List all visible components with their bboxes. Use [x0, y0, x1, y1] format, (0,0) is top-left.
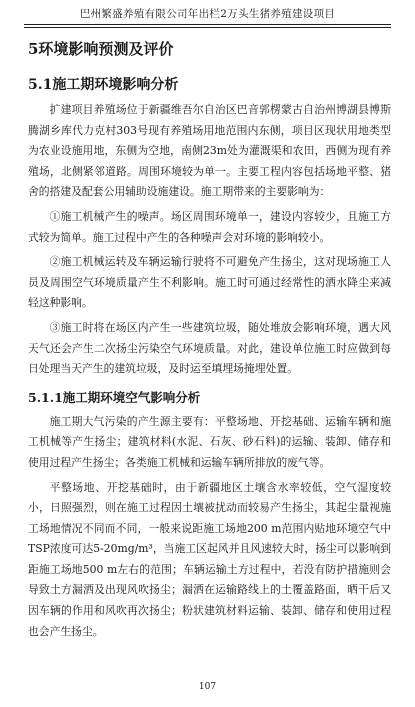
header-rule-thick — [24, 24, 391, 25]
section-heading: 5.1施工期环境影响分析 — [28, 77, 179, 93]
running-header: 巴州繁盛养殖有限公司年出栏2万头生猪养殖建设项目 — [79, 8, 336, 20]
body-paragraph: 扩建项目养殖场位于新疆维吾尔自治区巴音郭楞蒙古自治州博湖县博斯腾湖乡库代力克村303号现有养殖场用地范围内东侧，项目区现状用地类型为农业设施用地，东侧为空地，南侧23m处为灌溉渠和农田，西侧为现有养殖场，北侧紧邻道路。周围环境较为单一。主要工程内容包括场地平整、猪舍的搭建及配套公用辅助设施建设。施工期带来的主要影响为： — [28, 103, 391, 199]
body-paragraph: 施工期大气污染的产生源主要有：平整场地、开挖基础、运输车辆和施工机械等产生扬尘；建筑材料(水泥、石灰、砂石料)的运输、装卸、储存和使用过程产生扬尘；各类施工机械和运输车辆所排放的废气等。 — [28, 414, 391, 469]
header-rule-thin — [24, 27, 391, 28]
page-content — [28, 40, 391, 642]
body-paragraph: ②施工机械运转及车辆运输行驶将不可避免产生扬尘，这对现场施工人员及周围空气环境质量产生不利影响。施工时可通过经常性的洒水降尘来减轻这种影响。 — [28, 255, 391, 310]
subsection-heading: 5.1.1施工期环境空气影响分析 — [28, 389, 201, 405]
chapter-heading: 5环境影响预测及评价 — [28, 40, 174, 58]
body-paragraph: ③施工时将在场区内产生一些建筑垃圾，随处堆放会影响环境，遇大风天气还会产生二次扬尘污染空气环境质量。对此，建设单位施工时应做到每日处理当天产生的建筑垃圾，及时运至填埋场掩埋处置。 — [28, 320, 391, 376]
page-number: 107 — [198, 682, 217, 692]
body-paragraph: ①施工机械产生的噪声。场区周围环境单一，建设内容较少，且施工方式较为简单。施工过程中产生的各种噪声会对环境的影响较小。 — [28, 209, 391, 244]
body-paragraph: 平整场地、开挖基础时，由于新疆地区土壤含水率较低，空气湿度较小，日照强烈，则在施工过程因土壤被扰动而较易产生扬尘，其起尘量视施工场地情况不同而不同，一般来说距施工场地200 m范围内贴地环境空气中TSP浓度可达5-20mg/m³，当施工区起风并且风速较大时，扬尘可以影响到距施工场地500 m左右的范围；车辆运输土方过程中，若没有防护措施则会导致土方漏洒及出现风吹扬尘；漏洒在运输路线上的土覆盖路面，晒干后又因车辆的作用和风吹再次扬尘；粉状建筑材料运输、装卸、储存和使用过程也会产生扬尘。 — [28, 480, 391, 638]
